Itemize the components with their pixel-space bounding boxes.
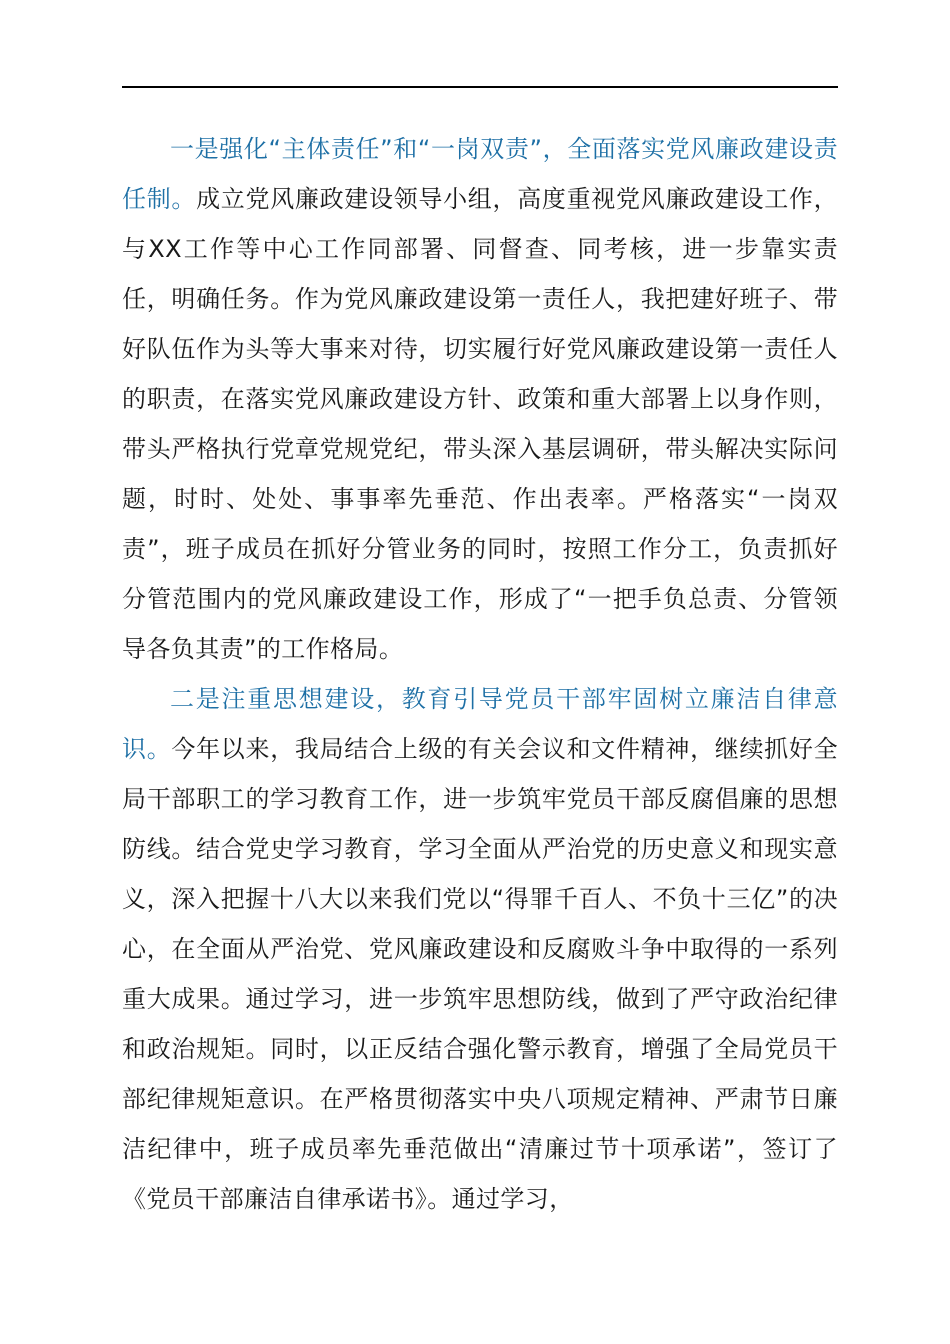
paragraph-ideology — [122, 674, 838, 1224]
paragraph-responsibility — [122, 124, 838, 674]
document-body — [122, 124, 838, 1224]
paragraph-heading: 一是强化“主体责任”和“一岗双责”，全面落实党风廉政建设责任制。 — [122, 135, 838, 213]
paragraph-heading: 二是注重思想建设，教育引导党员干部牢固树立廉洁自律意识。 — [122, 685, 838, 763]
paragraph-text: 成立党风廉政建设领导小组，高度重视党风廉政建设工作，与XX工作等中心工作同部署、同督查、同考核，进一步靠实责任，明确任务。作为党风廉政建设第一责任人，我把建好班子、带好队伍作为头等大事来对待，切实履行好党风廉政建设第一责任人的职责，在落实党风廉政建设方针、政策和重大部署上以身作则，带头严格执行党章党规党纪，带头深入基层调研，带头解决实际问题，时时、处处、事事率先垂范、作出表率。严格落实“一岗双责”，班子成员在抓好分管业务的同时，按照工作分工，负责抓好分管范围内的党风廉政建设工作，形成了“一把手负总责、分管领导各负其责”的工作格局。 — [122, 185, 838, 663]
header-rule — [122, 86, 838, 88]
paragraph-text: 今年以来，我局结合上级的有关会议和文件精神，继续抓好全局干部职工的学习教育工作，进一步筑牢党员干部反腐倡廉的思想防线。结合党史学习教育，学习全面从严治党的历史意义和现实意义，深入把握十八大以来我们党以“得罪千百人、不负十三亿”的决心，在全面从严治党、党风廉政建设和反腐败斗争中取得的一系列重大成果。通过学习，进一步筑牢思想防线，做到了严守政治纪律和政治规矩。同时，以正反结合强化警示教育，增强了全局党员干部纪律规矩意识。在严格贯彻落实中央八项规定精神、严肃节日廉洁纪律中，班子成员率先垂范做出“清廉过节十项承诺”，签订了《党员干部廉洁自律承诺书》。通过学习， — [122, 735, 838, 1213]
